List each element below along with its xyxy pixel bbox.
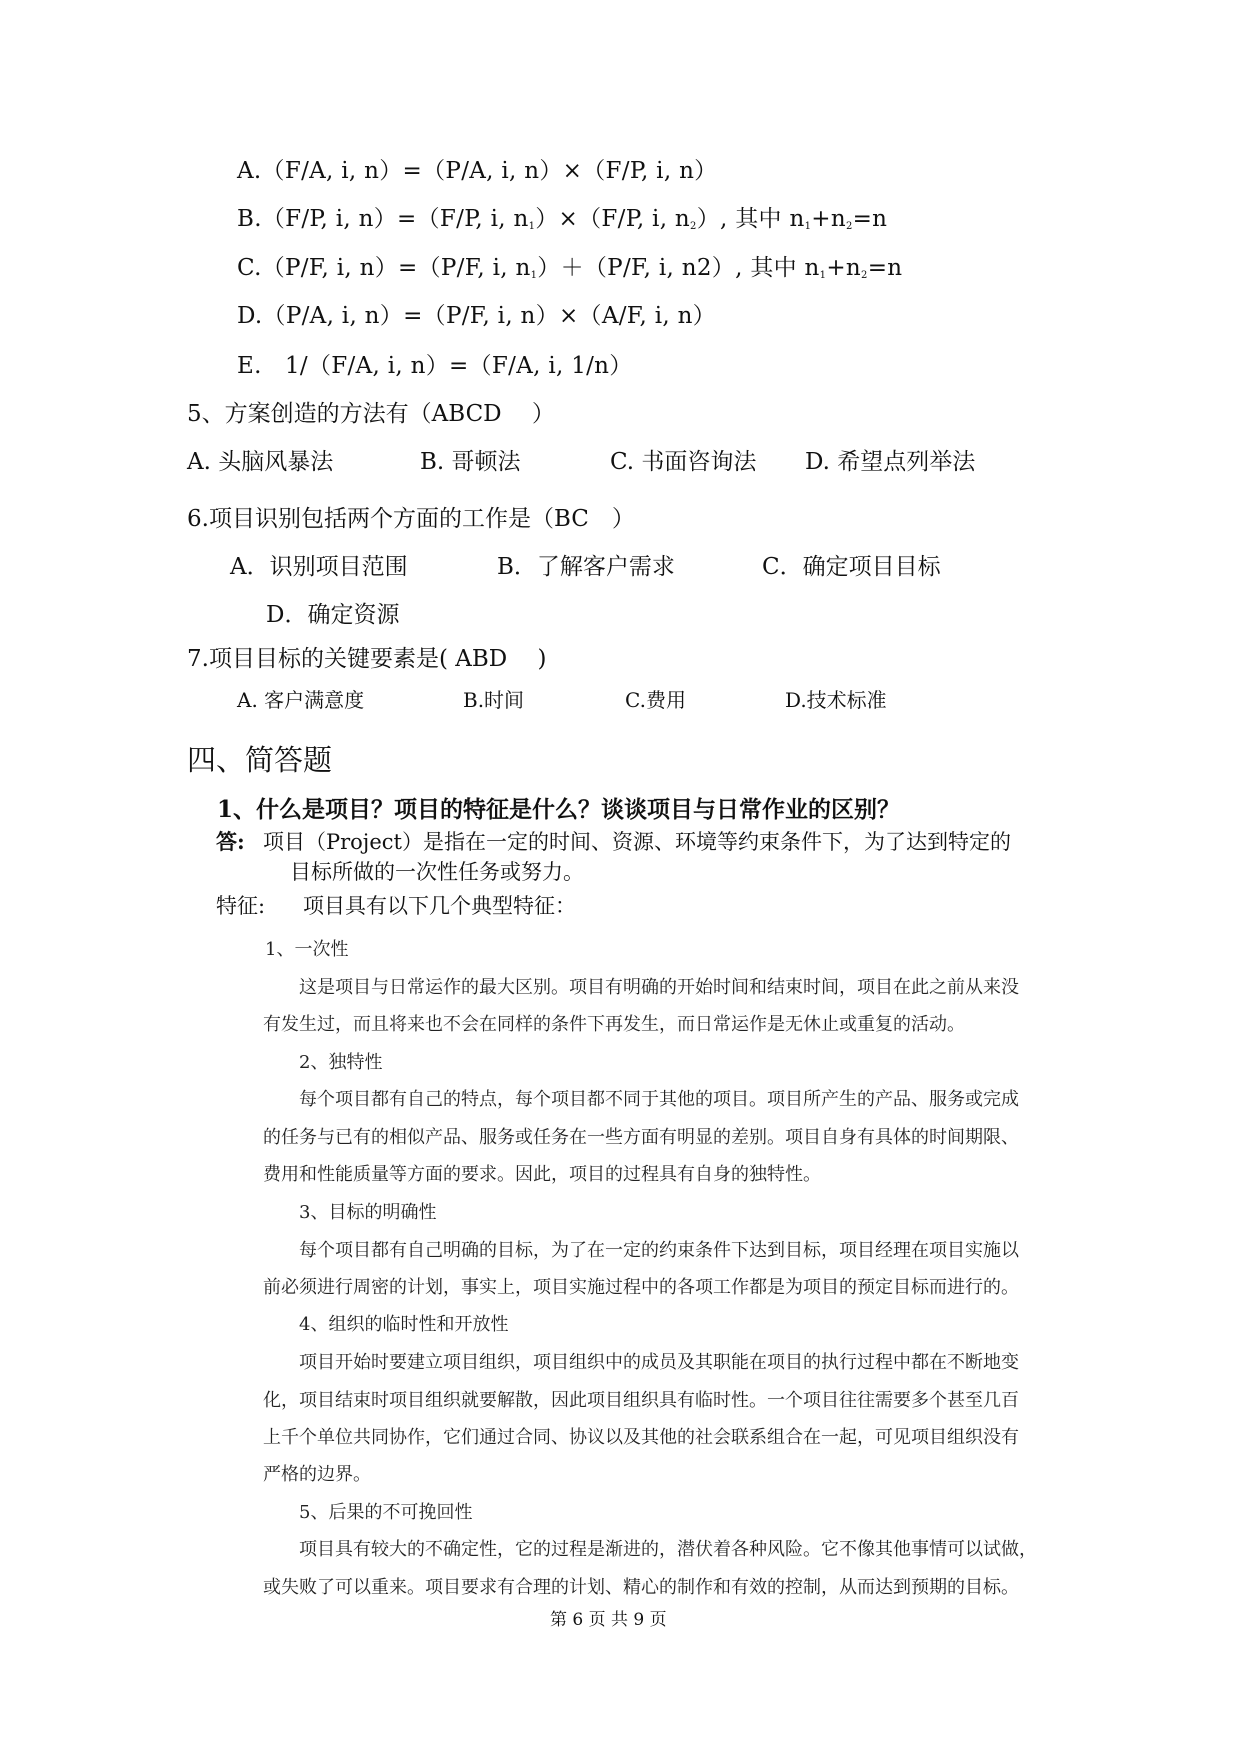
question-6-stem: 6.项目识别包括两个方面的工作是（BC ）: [187, 506, 635, 532]
q7-option-c: C.费用: [625, 688, 686, 712]
question-5-stem: 5、方案创造的方法有（ABCD ）: [187, 401, 555, 427]
answer-line-2: 目标所做的一次性任务或努力。: [290, 860, 584, 884]
feature-1-line-2: 有发生过，而且将来也不会在同样的条件下再发生，而日常运作是无休止或重复的活动。: [263, 1014, 965, 1035]
feature-2-line-2: 的任务与已有的相似产品、服务或任务在一些方面有明显的差别。项目自身有具体的时间期限、: [263, 1127, 1019, 1148]
subscript: 2: [861, 270, 868, 281]
feature-2-line-3: 费用和性能质量等方面的要求。因此，项目的过程具有自身的独特性。: [263, 1164, 821, 1185]
option-c-prefix: C.（P/F, i, n）=（P/F, i, n: [237, 255, 531, 281]
q7-option-a: A. 客户满意度: [237, 688, 365, 712]
feature-5-title: 5、后果的不可挽回性: [299, 1502, 473, 1523]
q6-option-a: A．识别项目范围: [230, 554, 408, 580]
subscript: 2: [845, 221, 853, 232]
section-heading: 四、简答题: [187, 743, 333, 777]
page-footer: 第 6 页 共 9 页: [550, 1610, 667, 1630]
option-d-formula: D.（P/A, i, n）=（P/F, i, n）×（A/F, i, n）: [237, 303, 716, 329]
q6-option-c: C．确定项目目标: [762, 554, 941, 580]
feature-label: 特征:: [216, 894, 266, 918]
answer-line-1: 项目（Project）是指在一定的时间、资源、环境等约束条件下，为了达到特定的: [263, 830, 1011, 854]
feature-4-line-2: 化，项目结束时项目组织就要解散，因此项目组织具有临时性。一个项目往往需要多个甚至几百: [263, 1390, 1019, 1411]
short-answer-question-1: 1、什么是项目？项目的特征是什么？谈谈项目与日常作业的区别？: [217, 796, 901, 823]
option-b-plus: +n: [811, 206, 846, 232]
feature-4-line-3: 上千个单位共同协作，它们通过合同、协议以及其他的社会联系组合在一起，可见项目组织没有: [263, 1427, 1019, 1448]
option-b-prefix: B.（F/P, i, n）=（F/P, i, n: [237, 206, 529, 232]
subscript: 2: [690, 221, 697, 232]
question-7-stem: 7.项目目标的关键要素是( ABD ): [187, 646, 547, 672]
feature-2-line-1: 每个项目都有自己的特点，每个项目都不同于其他的项目。项目所产生的产品、服务或完成: [299, 1089, 1019, 1110]
option-c-mid: ）＋（P/F, i, n2）, 其中 n: [537, 255, 820, 281]
option-a-formula: A.（F/A, i, n）=（P/A, i, n）×（F/P, i, n）: [237, 158, 718, 184]
q7-option-b: B.时间: [463, 688, 525, 712]
subscript: 1: [819, 270, 827, 281]
q5-option-b: B. 哥顿法: [420, 449, 521, 475]
option-b-eq: =n: [852, 206, 888, 232]
option-c-plus: +n: [826, 255, 862, 281]
feature-intro: 项目具有以下几个典型特征：: [303, 894, 576, 918]
subscript: 1: [530, 270, 538, 281]
option-c-formula: [237, 249, 902, 282]
feature-4-line-4: 严格的边界。: [263, 1464, 371, 1485]
q7-option-d: D.技术标准: [785, 688, 887, 712]
feature-3-line-2: 前必须进行周密的计划，事实上，项目实施过程中的各项工作都是为项目的预定目标而进行的。: [263, 1277, 1019, 1298]
subscript: 1: [528, 221, 536, 232]
feature-4-line-1: 项目开始时要建立项目组织，项目组织中的成员及其职能在项目的执行过程中都在不断地变: [299, 1352, 1019, 1373]
feature-5-line-1: 项目具有较大的不确定性，它的过程是渐进的，潜伏着各种风险。它不像其他事情可以试做，: [299, 1539, 1037, 1560]
option-b-formula: [237, 200, 887, 233]
feature-5-line-2: 或失败了可以重来。项目要求有合理的计划、精心的制作和有效的控制，从而达到预期的目标。: [263, 1577, 1019, 1598]
option-e-formula: E. 1/（F/A, i, n）=（F/A, i, 1/n）: [237, 353, 633, 379]
feature-4-title: 4、组织的临时性和开放性: [299, 1314, 509, 1335]
feature-3-title: 3、目标的明确性: [299, 1202, 437, 1223]
feature-3-line-1: 每个项目都有自己明确的目标，为了在一定的约束条件下达到目标，项目经理在项目实施以: [299, 1240, 1019, 1261]
q6-option-d: D．确定资源: [266, 602, 400, 628]
option-c-eq: =n: [867, 255, 903, 281]
option-b-mid: ）×（F/P, i, n: [535, 206, 691, 232]
q5-option-c: C. 书面咨询法: [610, 449, 757, 475]
feature-1-title: 1、一次性: [265, 939, 349, 960]
feature-2-title: 2、独特性: [299, 1052, 383, 1073]
q5-option-d: D. 希望点列举法: [805, 449, 976, 475]
q6-option-b: B．了解客户需求: [497, 554, 675, 580]
subscript: 1: [804, 221, 812, 232]
option-b-end: ）, 其中 n: [696, 206, 805, 232]
feature-1-line-1: 这是项目与日常运作的最大区别。项目有明确的开始时间和结束时间，项目在此之前从来没: [299, 977, 1019, 998]
answer-label: 答:: [216, 829, 245, 854]
q5-option-a: A. 头脑风暴法: [187, 449, 334, 475]
